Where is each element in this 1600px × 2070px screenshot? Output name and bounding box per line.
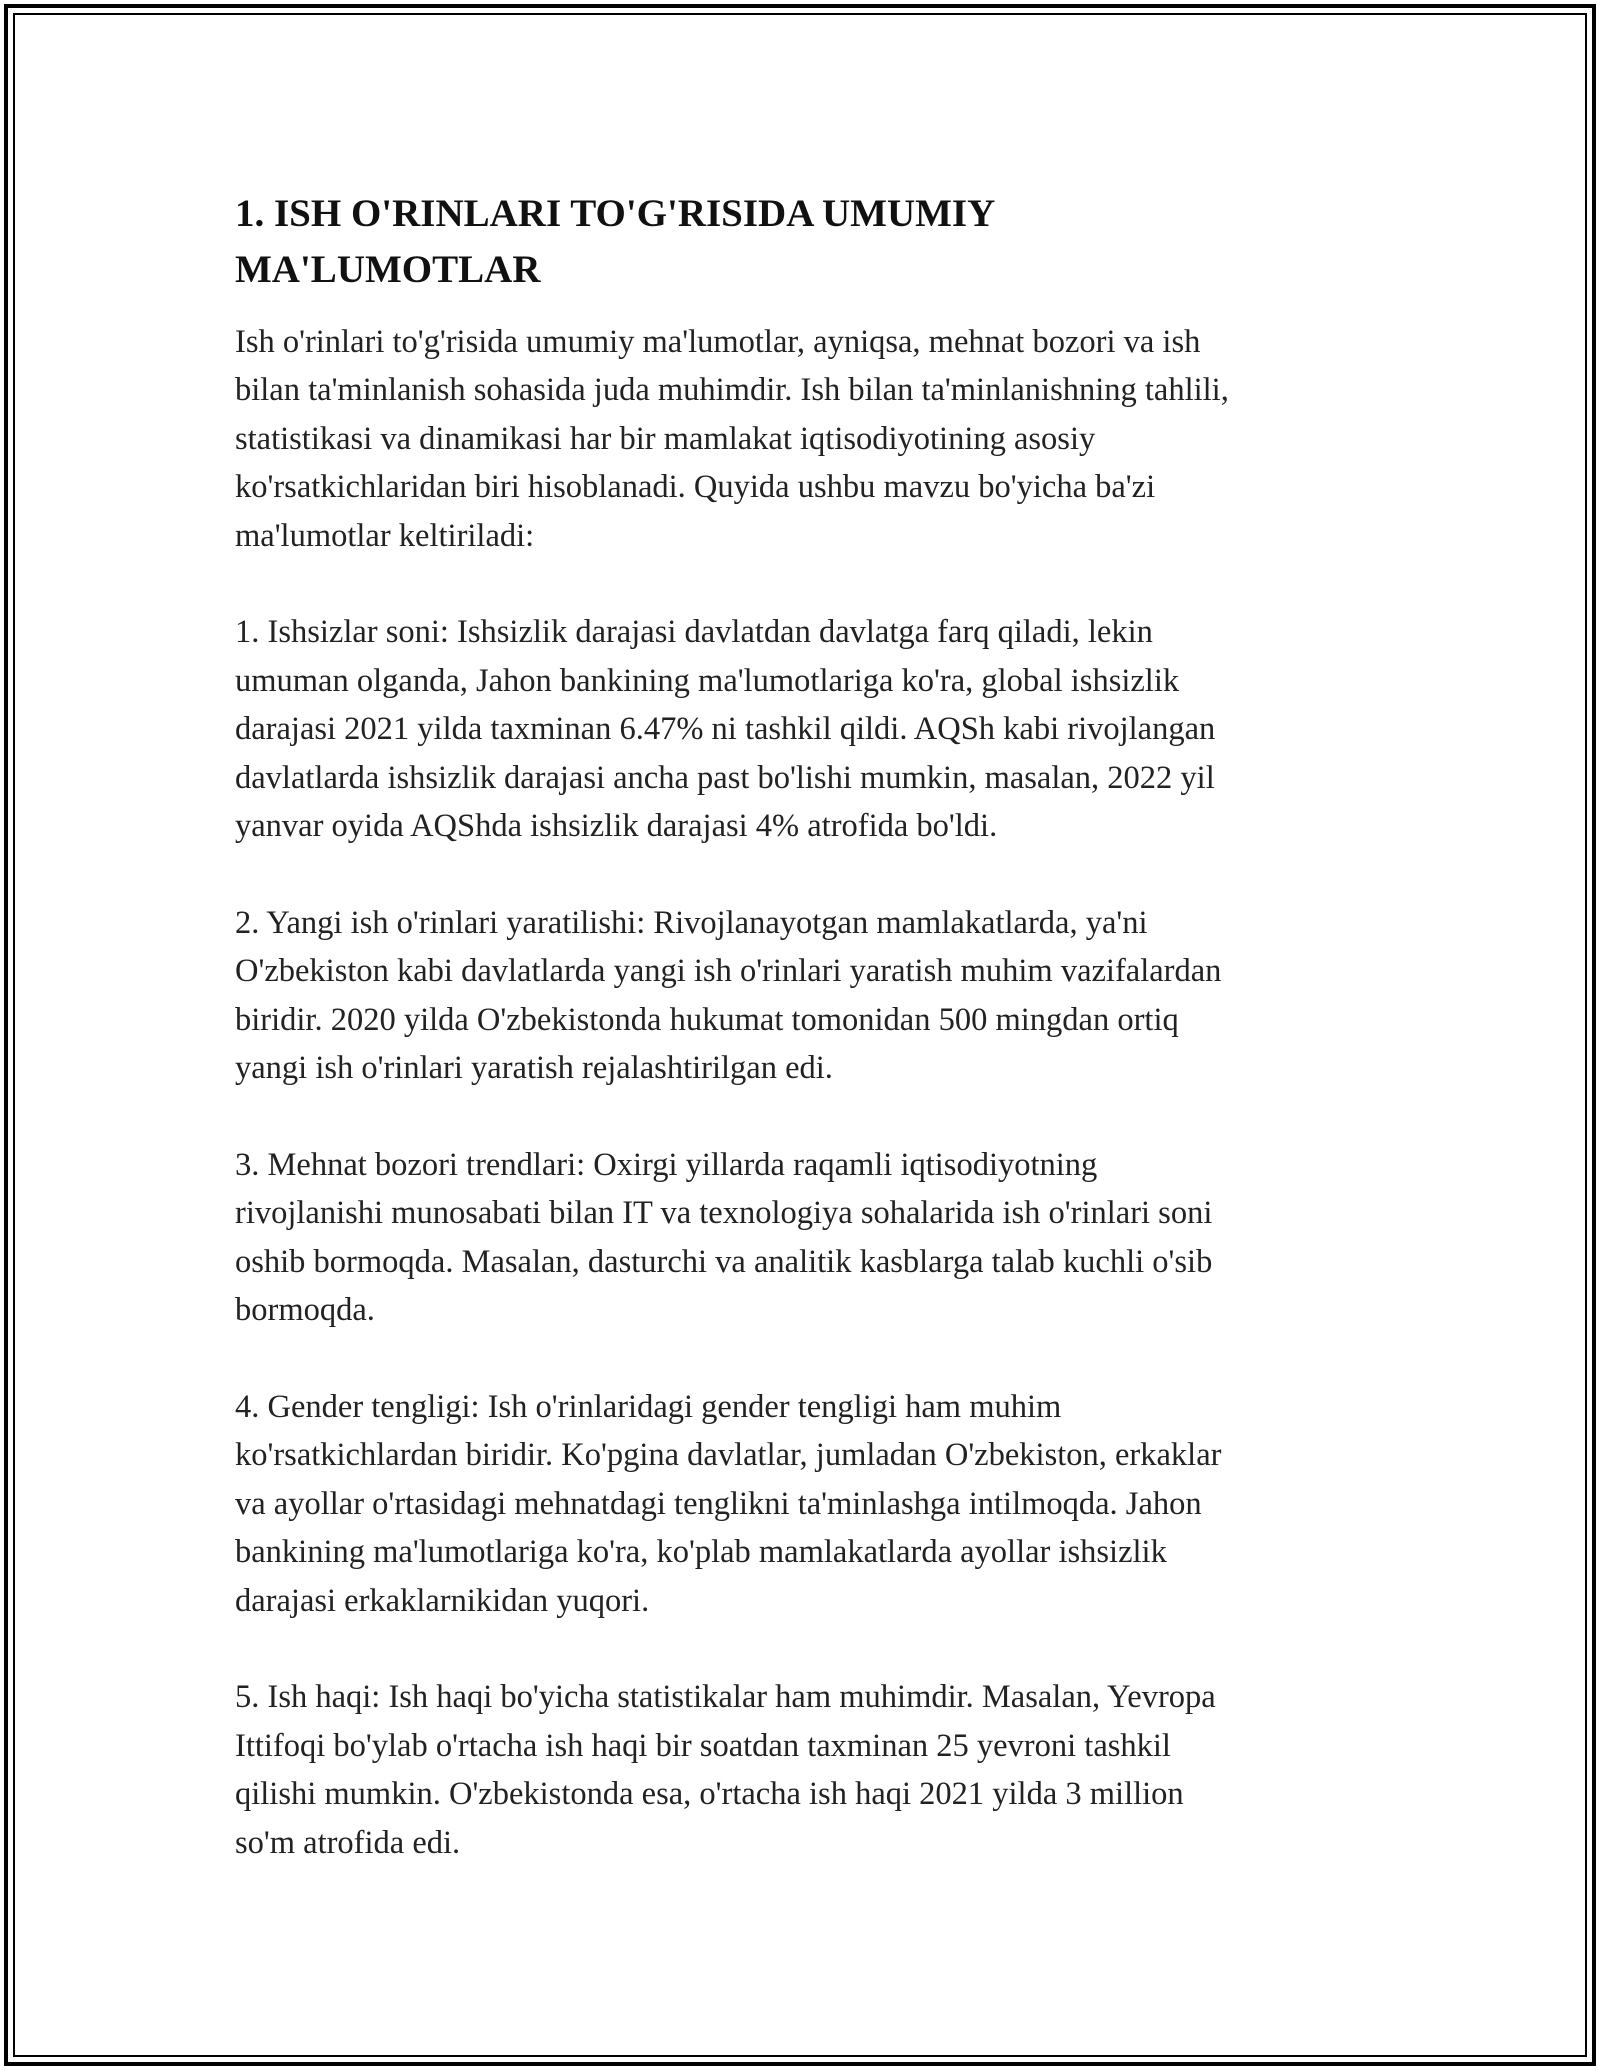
paragraph-gender-equality: 4. Gender tengligi: Ish o'rinlaridagi gender tengligi ham muhim ko'rsatkichlardan biridir. Ko'pgina davlatlar, jumladan O'zbekiston, erkaklar va ayollar o'rtasidagi mehnatdagi tenglikni ta'minlashga intilmoqda. Jahon bankining ma'lumotlariga ko'ra, ko'plab mamlakatlarda ayollar ishsizlik darajasi erkaklarnikidan yuqori. [235, 1388, 1222, 1619]
paragraph-unemployment: 1. Ishsizlar soni: Ishsizlik darajasi davlatdan davlatga farq qiladi, lekin umuman olganda, Jahon bankining ma'lumotlariga ko'ra, global ishsizlik darajasi 2021 yilda taxminan 6.47% ni tashkil qildi. AQSh kabi rivojlangan davlatlarda ishsizlik darajasi ancha past bo'lishi mumkin, masalan, 2022 yil yanvar oyida AQShda ishsizlik darajasi 4% atrofida bo'ldi. [235, 614, 1216, 845]
section-heading-line-1: 1. ISH O'RINLARI TO'G'RISIDA UMUMIY [235, 192, 996, 235]
document-body [235, 186, 1385, 1867]
intro-paragraph: Ish o'rinlari to'g'risida umumiy ma'lumotlar, ayniqsa, mehnat bozori va ish bilan ta'minlanish sohasida juda muhimdir. Ish bilan ta'minlanishning tahlili, statistikasi va dinamikasi har bir mamlakat iqtisodiyotining asosiy ko'rsatkichlaridan biri hisoblanadi. Quyida ushbu mavzu bo'yicha ba'zi ma'lumotlar keltiriladi: [235, 324, 1229, 554]
paragraph-new-jobs: 2. Yangi ish o'rinlari yaratilishi: Rivojlanayotgan mamlakatlarda, ya'ni O'zbekiston kabi davlatlarda yangi ish o'rinlari yaratish muhim vazifalardan biridir. 2020 yilda O'zbekistonda hukumat tomonidan 500 mingdan ortiq yangi ish o'rinlari yaratish rejalashtirilgan edi. [235, 904, 1222, 1087]
paragraph-wages: 5. Ish haqi: Ish haqi bo'yicha statistikalar ham muhimdir. Masalan, Yevropa Ittifoqi bo'ylab o'rtacha ish haqi bir soatdan taxminan 25 yevroni tashkil qilishi mumkin. O'zbekistonda esa, o'rtacha ish haqi 2021 yilda 3 million so'm atrofida edi. [235, 1679, 1216, 1861]
section-heading [235, 186, 1385, 298]
section-heading-line-2: MA'LUMOTLAR [235, 248, 541, 291]
paragraph-labor-market-trends: 3. Mehnat bozori trendlari: Oxirgi yillarda raqamli iqtisodiyotning rivojlanishi munosabati bilan IT va texnologiya sohalarida ish o'rinlari soni oshib bormoqda. Masalan, dasturchi va analitik kasblarga talab kuchli o'sib bormoqda. [235, 1146, 1213, 1329]
